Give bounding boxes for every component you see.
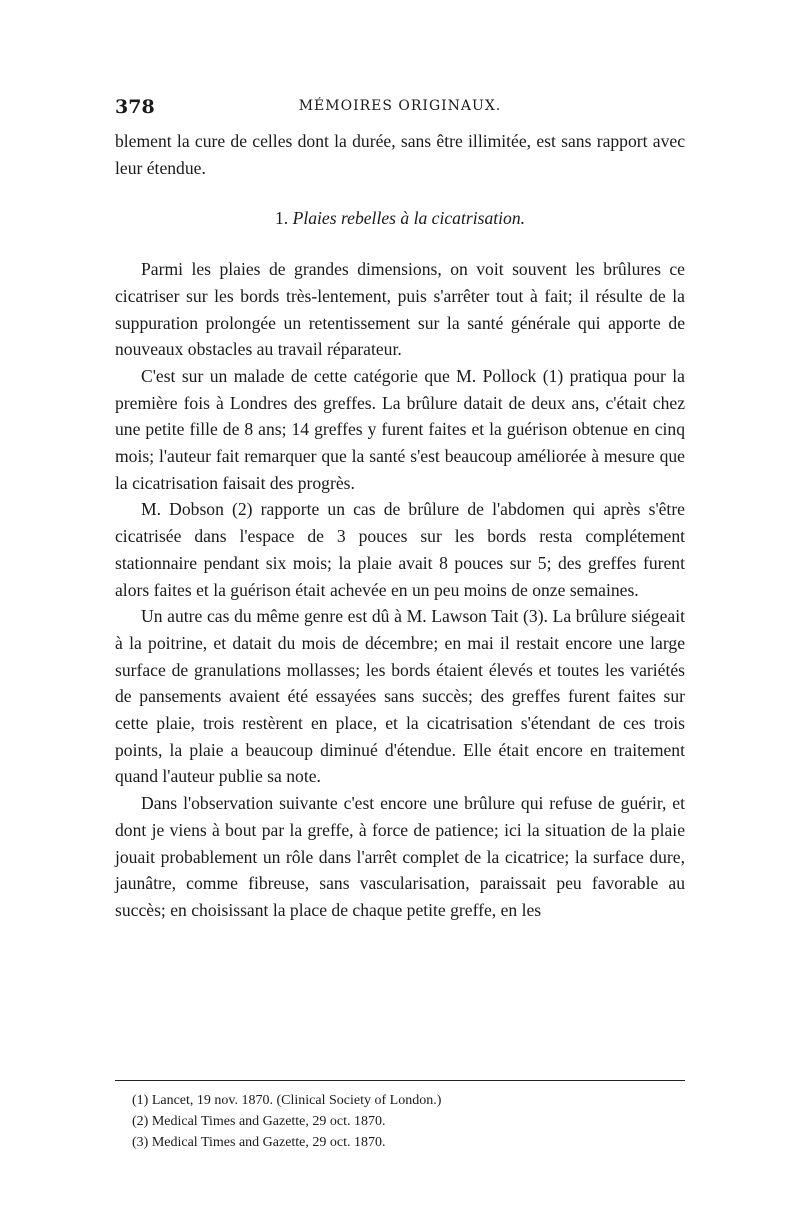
paragraph: Parmi les plaies de grandes dimensions, on voit souvent les brûlures ce cicatriser sur les bords très-lentement, puis s'arrêter tout à fait; il résulte de la suppuration prolongée un retentissement sur la santé générale qui apporte de nouveaux obstacles au travail réparateur. — [115, 259, 685, 360]
footnote: (3) Medical Times and Gazette, 29 oct. 1870. — [132, 1135, 386, 1150]
page-header — [115, 96, 685, 122]
paragraph: M. Dobson (2) rapporte un cas de brûlure de l'abdomen qui après s'être cicatrisée dans l'espace de 3 pouces sur les bords resta complétement stationnaire pendant six mois; la plaie avait 8 pouces sur 5; des greffes furent alors faites et la guérison était achevée en un peu moins de onze semaines. — [115, 499, 685, 600]
section-title: Plaies rebelles à la cicatrisation. — [292, 208, 526, 229]
footnote: (1) Lancet, 19 nov. 1870. (Clinical Society of London.) — [132, 1093, 442, 1108]
footnote: (2) Medical Times and Gazette, 29 oct. 1870. — [132, 1114, 386, 1129]
paragraph: Un autre cas du même genre est dû à M. Lawson Tait (3). La brûlure siégeait à la poitrine, et datait du mois de décembre; en mai il restait encore une large surface de granulations mollasses; les bords étaient élevés et toutes les variétés de pansements avaient été essayées sans succès; des greffes furent faites sur cette plaie, trois restèrent en place, et la cicatrisation s'étendant de ces trois points, la plaie a beaucoup diminué d'étendue. Elle était encore en traitement quand l'auteur publie sa note. — [115, 606, 685, 787]
body-text — [115, 128, 685, 924]
paragraph-continued: blement la cure de celles dont la durée, sans être illimitée, est sans rapport avec leur étendue. — [115, 131, 685, 178]
page-number: 378 — [115, 96, 155, 118]
footnote-rule — [115, 1080, 685, 1081]
paragraph: C'est sur un malade de cette catégorie que M. Pollock (1) pratiqua pour la première fois à Londres des greffes. La brûlure datait de deux ans, c'était chez une petite fille de 8 ans; 14 greffes y furent faites et la guérison obtenue en cinq mois; l'auteur fait remarquer que la santé s'est beaucoup améliorée à mesure que la cicatrisation faisait des progrès. — [115, 365, 685, 493]
running-title: MÉMOIRES ORIGINAUX. — [298, 98, 502, 114]
paragraph: Dans l'observation suivante c'est encore une brûlure qui refuse de guérir, et dont je viens à bout par la greffe, à force de patience; ici la situation de la plaie jouait probablement un rôle dans l'arrêt complet de la cicatrice; la surface dure, jaunâtre, comme fibreuse, sans vascularisation, paraissait peu favorable au succès; en choisissant la place de chaque petite greffe, en les — [115, 793, 685, 920]
section-heading — [115, 205, 685, 232]
footnotes — [132, 1090, 692, 1153]
section-number: 1. — [274, 208, 289, 229]
